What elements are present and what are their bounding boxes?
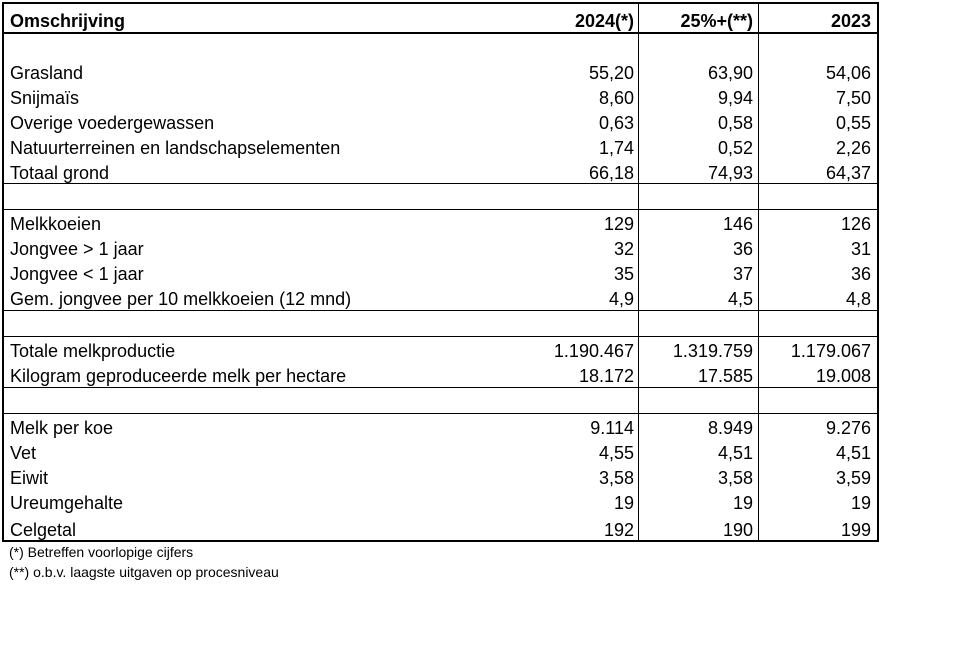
- group-divider: [4, 183, 877, 184]
- row-value-25-percent: 37: [732, 264, 753, 284]
- row-label: Melkkoeien: [10, 214, 102, 234]
- row-label: Melk per koe: [10, 418, 114, 438]
- row-value-2024: 1,74: [598, 138, 634, 158]
- row-value-2024: 3,58: [598, 468, 634, 488]
- group-divider: [4, 413, 877, 414]
- row-label: Jongvee < 1 jaar: [10, 264, 144, 284]
- row-value-2023: 54,06: [825, 63, 871, 83]
- row-label: Vet: [10, 443, 37, 463]
- group-divider: [4, 336, 877, 337]
- row-value-2024: 66,18: [588, 163, 634, 183]
- table-row: [4, 237, 877, 261]
- table-row: [4, 518, 877, 542]
- header-description: Omschrijving: [10, 11, 126, 31]
- header-25-percent: 25%+(**): [680, 11, 753, 31]
- table-row: [4, 491, 877, 515]
- row-value-25-percent: 74,93: [707, 163, 753, 183]
- header-row: [4, 9, 877, 33]
- row-label: Jongvee > 1 jaar: [10, 239, 144, 259]
- row-value-2024: 4,9: [608, 289, 634, 309]
- row-value-2023: 4,51: [835, 443, 871, 463]
- row-value-25-percent: 4,51: [717, 443, 753, 463]
- group-divider: [4, 310, 877, 311]
- row-value-2024: 9.114: [590, 418, 634, 438]
- row-value-2023: 7,50: [835, 88, 871, 108]
- table-row: [4, 212, 877, 236]
- row-label: Kilogram geproduceerde melk per hectare: [10, 366, 347, 386]
- row-value-2023: 9.276: [825, 418, 871, 438]
- row-value-25-percent: 146: [722, 214, 753, 234]
- row-value-2023: 4,8: [845, 289, 871, 309]
- row-label: Eiwit: [10, 468, 49, 488]
- row-value-25-percent: 8.949: [707, 418, 753, 438]
- row-value-2023: 31: [850, 239, 871, 259]
- footnote-lowest-costs: (**) o.b.v. laagste uitgaven op procesniveau: [9, 564, 279, 580]
- row-value-2023: 64,37: [825, 163, 871, 183]
- header-2023: 2023: [830, 11, 871, 31]
- row-value-2023: 2,26: [835, 138, 871, 158]
- row-value-2024: 1.190.467: [553, 341, 634, 361]
- row-value-2023: 3,59: [835, 468, 871, 488]
- row-value-2023: 19.008: [815, 366, 871, 386]
- header-divider: [4, 32, 877, 34]
- row-label: Gem. jongvee per 10 melkkoeien (12 mnd): [10, 289, 352, 309]
- row-value-25-percent: 0,52: [717, 138, 753, 158]
- row-value-2024: 129: [603, 214, 634, 234]
- row-label: Celgetal: [10, 520, 77, 540]
- row-label: Overige voedergewassen: [10, 113, 215, 133]
- row-value-2024: 55,20: [588, 63, 634, 83]
- table-row: [4, 61, 877, 85]
- row-value-2024: 4,55: [598, 443, 634, 463]
- row-value-2023: 199: [840, 520, 871, 540]
- column-divider: [638, 4, 639, 540]
- row-value-2024: 192: [603, 520, 634, 540]
- row-value-2024: 0,63: [598, 113, 634, 133]
- data-table: [2, 2, 879, 542]
- row-value-2024: 32: [613, 239, 634, 259]
- row-value-25-percent: 0,58: [717, 113, 753, 133]
- footnote-preliminary: (*) Betreffen voorlopige cijfers: [9, 544, 194, 560]
- row-label: Ureumgehalte: [10, 493, 124, 513]
- row-value-25-percent: 9,94: [717, 88, 753, 108]
- row-value-2023: 19: [850, 493, 871, 513]
- table-row: [4, 287, 877, 311]
- footnotes: [9, 542, 279, 582]
- row-value-25-percent: 19: [732, 493, 753, 513]
- row-label: Natuurterreinen en landschapselementen: [10, 138, 341, 158]
- row-label: Grasland: [10, 63, 84, 83]
- table-row: [4, 262, 877, 286]
- row-value-2023: 126: [840, 214, 871, 234]
- row-value-25-percent: 4,5: [727, 289, 753, 309]
- row-value-2023: 0,55: [835, 113, 871, 133]
- row-value-2023: 1.179.067: [790, 341, 871, 361]
- row-value-2024: 19: [613, 493, 634, 513]
- row-value-2023: 36: [850, 264, 871, 284]
- row-value-25-percent: 3,58: [717, 468, 753, 488]
- table-row: [4, 86, 877, 110]
- row-value-25-percent: 36: [732, 239, 753, 259]
- row-label: Totale melkproductie: [10, 341, 176, 361]
- group-divider: [4, 387, 877, 388]
- row-value-25-percent: 190: [722, 520, 753, 540]
- table-row: [4, 161, 877, 185]
- table-row: [4, 441, 877, 465]
- row-value-2024: 18.172: [578, 366, 634, 386]
- row-value-25-percent: 17.585: [697, 366, 753, 386]
- group-divider: [4, 209, 877, 210]
- row-value-2024: 8,60: [598, 88, 634, 108]
- table-row: [4, 364, 877, 388]
- table-row: [4, 111, 877, 135]
- column-divider: [758, 4, 759, 540]
- table-row: [4, 136, 877, 160]
- table-row: [4, 339, 877, 363]
- row-label: Snijmaïs: [10, 88, 80, 108]
- row-value-25-percent: 63,90: [707, 63, 753, 83]
- row-label: Totaal grond: [10, 163, 110, 183]
- row-value-25-percent: 1.319.759: [672, 341, 753, 361]
- table-row: [4, 416, 877, 440]
- row-value-2024: 35: [613, 264, 634, 284]
- table-row: [4, 466, 877, 490]
- header-2024: 2024(*): [574, 11, 634, 31]
